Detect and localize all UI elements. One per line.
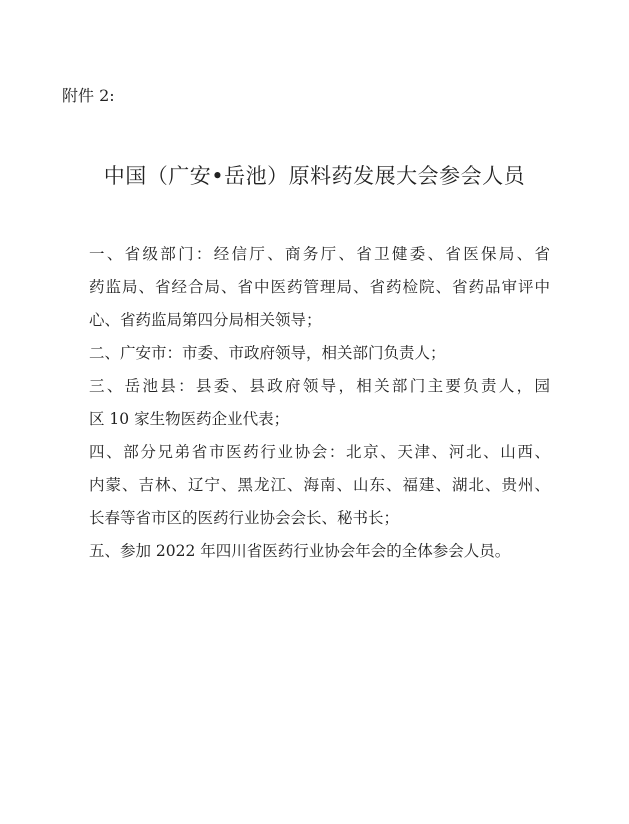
paragraph-line: 五、参加 2022 年四川省医药行业协会年会的全体参会人员。 (89, 542, 511, 560)
document-body (58, 238, 550, 568)
paragraph-line: 四、部分兄弟省市医药行业协会：北京、天津、河北、山西、 (89, 443, 550, 461)
paragraph-line: 内蒙、吉林、辽宁、黑龙江、海南、山东、福建、湖北、贵州、 (89, 476, 550, 494)
document-title: 中国（广安•岳池）原料药发展大会参会人员 (103, 164, 526, 188)
paragraph-annual-meeting-attendees (58, 535, 550, 568)
paragraph-guangan-city (58, 337, 550, 370)
attachment-label: 附件 2: (62, 86, 115, 105)
paragraph-line: 药监局、省经合局、省中医药管理局、省药检院、省药品审评中 (89, 278, 550, 296)
paragraph-line: 三、岳池县：县委、县政府领导，相关部门主要负责人，园 (89, 377, 550, 395)
paragraph-line: 一、省级部门：经信厅、商务厅、省卫健委、省医保局、省 (89, 245, 550, 263)
paragraph-line: 二、广安市：市委、市政府领导，相关部门负责人； (89, 344, 446, 362)
paragraph-line: 长春等省市区的医药行业协会会长、秘书长； (89, 509, 400, 527)
paragraph-line: 心、省药监局第四分局相关领导； (89, 311, 322, 329)
paragraph-industry-associations (58, 436, 550, 535)
paragraph-provincial-departments (58, 238, 550, 337)
paragraph-line: 区 10 家生物医药企业代表； (89, 410, 290, 428)
paragraph-yuechi-county (58, 370, 550, 436)
